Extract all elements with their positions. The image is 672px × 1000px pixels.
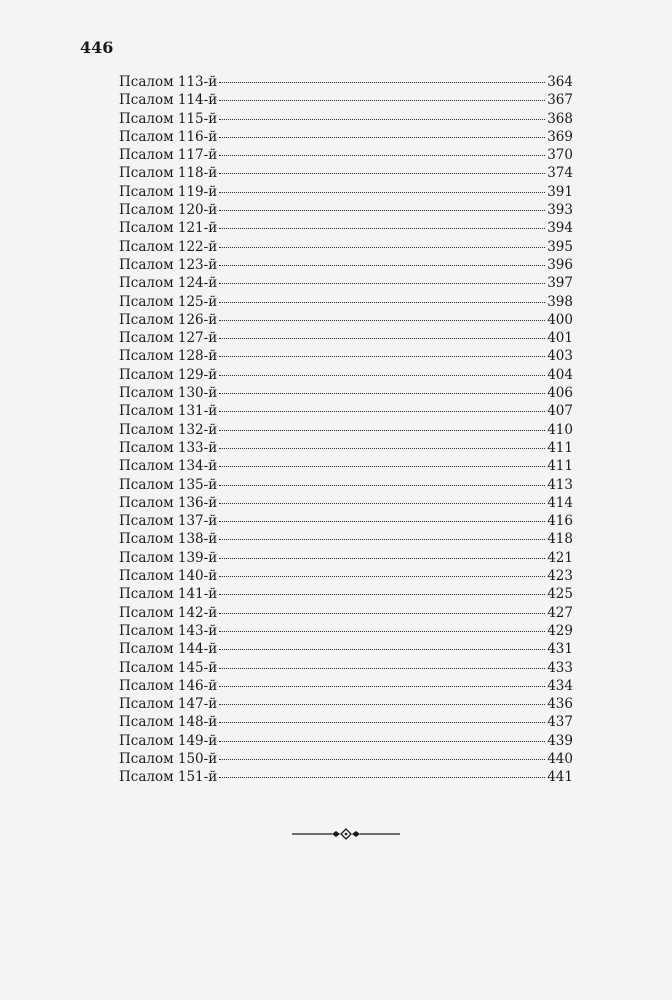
toc-entry-page: 411 xyxy=(547,458,573,475)
toc-entry xyxy=(119,476,573,494)
toc-entry-page: 364 xyxy=(547,74,573,90)
toc-entry xyxy=(119,604,573,622)
dot-leader xyxy=(219,228,545,229)
toc-entry xyxy=(119,110,573,128)
toc-entry-page: 441 xyxy=(547,769,573,786)
dot-leader xyxy=(219,448,545,449)
toc-entry-title: Псалом 117-й xyxy=(119,147,218,164)
dot-leader xyxy=(219,393,545,394)
toc-entry xyxy=(119,366,573,384)
dot-leader xyxy=(219,485,545,486)
toc-entry-title: Псалом 116-й xyxy=(119,128,218,145)
dot-leader xyxy=(219,503,545,504)
dot-leader xyxy=(219,741,545,742)
toc-entry-title: Псалом 133-й xyxy=(119,439,218,456)
toc-entry-page: 394 xyxy=(547,220,573,237)
dot-leader xyxy=(219,521,545,522)
dot-leader xyxy=(219,539,545,540)
toc-entry-title: Псалом 130-й xyxy=(119,385,218,402)
toc-entry-page: 397 xyxy=(547,275,573,292)
toc-entry-page: 429 xyxy=(547,622,573,639)
toc-entry-title: Псалом 135-й xyxy=(119,476,218,493)
diamond-divider-icon xyxy=(292,826,400,842)
toc-entry xyxy=(119,164,573,182)
toc-entry-page: 437 xyxy=(547,714,573,731)
toc-entry-page: 407 xyxy=(547,403,573,420)
dot-leader xyxy=(219,649,545,650)
toc-entry-title: Псалом 114-й xyxy=(119,92,218,109)
toc-entry-title: Псалом 149-й xyxy=(119,732,218,749)
toc-entry-page: 416 xyxy=(547,513,573,530)
toc-entry-page: 400 xyxy=(547,311,573,328)
toc-entry-page: 434 xyxy=(547,677,573,694)
toc-entry xyxy=(119,329,573,347)
toc-entry xyxy=(119,457,573,475)
toc-entry-title: Псалом 122-й xyxy=(119,238,218,255)
dot-leader xyxy=(219,192,545,193)
toc-entry-title: Псалом 131-й xyxy=(119,403,218,420)
toc-entry xyxy=(119,421,573,439)
dot-leader xyxy=(219,265,545,266)
toc-entry-title: Псалом 132-й xyxy=(119,421,218,438)
toc-entry-title: Псалом 128-й xyxy=(119,348,218,365)
toc-entry-page: 431 xyxy=(547,641,573,658)
dot-leader xyxy=(219,777,545,778)
toc-entry-title: Псалом 134-й xyxy=(119,458,218,475)
dot-leader xyxy=(219,613,545,614)
dot-leader xyxy=(219,411,545,412)
dot-leader xyxy=(219,302,545,303)
toc-entry-page: 423 xyxy=(547,568,573,585)
toc-entry-title: Псалом 121-й xyxy=(119,220,218,237)
toc-entry xyxy=(119,512,573,530)
dot-leader xyxy=(219,466,545,467)
toc-entry-page: 395 xyxy=(547,238,573,255)
dot-leader xyxy=(219,704,545,705)
toc-entry-title: Псалом 124-й xyxy=(119,275,218,292)
toc-entry-title: Псалом 140-й xyxy=(119,568,218,585)
dot-leader xyxy=(219,686,545,687)
toc-entry-title: Псалом 150-й xyxy=(119,750,218,767)
toc-entry xyxy=(119,732,573,750)
toc-entry xyxy=(119,695,573,713)
toc-entry-title: Псалом 119-й xyxy=(119,183,218,200)
toc-entry xyxy=(119,659,573,677)
dot-leader xyxy=(219,722,545,723)
toc-entry xyxy=(119,640,573,658)
toc-entry xyxy=(119,201,573,219)
toc-entry-page: 439 xyxy=(547,732,573,749)
dot-leader xyxy=(219,119,545,120)
toc-entry xyxy=(119,219,573,237)
toc-entry xyxy=(119,256,573,274)
toc-entry xyxy=(119,439,573,457)
toc-entry-page: 413 xyxy=(547,476,573,493)
toc-entry xyxy=(119,549,573,567)
toc-entry-page: 391 xyxy=(547,183,573,200)
dot-leader xyxy=(219,576,545,577)
dot-leader xyxy=(219,375,545,376)
dot-leader xyxy=(219,247,545,248)
toc-entry-page: 411 xyxy=(547,439,573,456)
toc-entry-page: 374 xyxy=(547,165,573,182)
toc-entry-page: 406 xyxy=(547,385,573,402)
dot-leader xyxy=(219,210,545,211)
toc-entry-title: Псалом 118-й xyxy=(119,165,218,182)
toc-entry-title: Псалом 136-й xyxy=(119,494,218,511)
toc-entry xyxy=(119,128,573,146)
dot-leader xyxy=(219,430,545,431)
toc-entry-page: 414 xyxy=(547,494,573,511)
toc-entry xyxy=(119,713,573,731)
toc-entry-title: Псалом 129-й xyxy=(119,366,218,383)
toc-entry-title: Псалом 144-й xyxy=(119,641,218,658)
toc-entry-title: Псалом 125-й xyxy=(119,293,218,310)
dot-leader xyxy=(219,338,545,339)
toc-entry-page: 396 xyxy=(547,256,573,273)
dot-leader xyxy=(219,668,545,669)
dot-leader xyxy=(219,100,545,101)
toc-entry xyxy=(119,347,573,365)
toc-entry xyxy=(119,585,573,603)
dot-leader xyxy=(219,173,545,174)
toc-entry-page: 368 xyxy=(547,110,573,127)
toc-entry xyxy=(119,238,573,256)
dot-leader xyxy=(219,594,545,595)
toc-entry xyxy=(119,402,573,420)
toc-entry-title: Псалом 126-й xyxy=(119,311,218,328)
toc-entry xyxy=(119,183,573,201)
toc-entry-title: Псалом 137-й xyxy=(119,513,218,530)
dot-leader xyxy=(219,356,545,357)
toc-entry-page: 370 xyxy=(547,147,573,164)
toc-entry-title: Псалом 115-й xyxy=(119,110,218,127)
toc-entry xyxy=(119,622,573,640)
toc-entry xyxy=(119,750,573,768)
toc-entry-page: 369 xyxy=(547,128,573,145)
toc-entry-title: Псалом 145-й xyxy=(119,659,218,676)
dot-leader xyxy=(219,759,545,760)
toc-entry xyxy=(119,91,573,109)
toc-entry-page: 403 xyxy=(547,348,573,365)
toc-entry xyxy=(119,530,573,548)
toc-entry-title: Псалом 138-й xyxy=(119,531,218,548)
toc-entry-page: 410 xyxy=(547,421,573,438)
toc-entry xyxy=(119,293,573,311)
toc-entry-page: 404 xyxy=(547,366,573,383)
toc-entry xyxy=(119,494,573,512)
toc-entry xyxy=(119,146,573,164)
dot-leader xyxy=(219,283,545,284)
toc-entry xyxy=(119,677,573,695)
toc-entry-title: Псалом 141-й xyxy=(119,586,218,603)
toc-entry-page: 401 xyxy=(547,330,573,347)
table-of-contents xyxy=(119,73,573,787)
toc-entry-page: 427 xyxy=(547,604,573,621)
toc-entry-title: Псалом 120-й xyxy=(119,202,218,219)
toc-entry-title: Псалом 143-й xyxy=(119,622,218,639)
toc-entry xyxy=(119,311,573,329)
toc-entry xyxy=(119,768,573,786)
toc-entry xyxy=(119,274,573,292)
toc-entry xyxy=(119,73,573,91)
toc-entry-title: Псалом 147-й xyxy=(119,696,218,713)
toc-entry-title: Псалом 139-й xyxy=(119,549,218,566)
toc-entry-title: Псалом 113-й xyxy=(119,74,218,90)
toc-entry xyxy=(119,567,573,585)
toc-entry-page: 367 xyxy=(547,92,573,109)
page-number: 446 xyxy=(80,38,114,57)
toc-entry-page: 418 xyxy=(547,531,573,548)
toc-entry xyxy=(119,384,573,402)
toc-entry-page: 421 xyxy=(547,549,573,566)
toc-entry-page: 425 xyxy=(547,586,573,603)
toc-entry-title: Псалом 142-й xyxy=(119,604,218,621)
dot-leader xyxy=(219,82,545,83)
toc-entry-page: 393 xyxy=(547,202,573,219)
toc-entry-title: Псалом 146-й xyxy=(119,677,218,694)
toc-entry-title: Псалом 127-й xyxy=(119,330,218,347)
dot-leader xyxy=(219,320,545,321)
toc-entry-page: 398 xyxy=(547,293,573,310)
toc-entry-page: 436 xyxy=(547,696,573,713)
dot-leader xyxy=(219,558,545,559)
toc-entry-title: Псалом 151-й xyxy=(119,769,218,786)
dot-leader xyxy=(219,137,545,138)
toc-entry-page: 433 xyxy=(547,659,573,676)
dot-leader xyxy=(219,631,545,632)
dot-leader xyxy=(219,155,545,156)
toc-entry-page: 440 xyxy=(547,750,573,767)
toc-entry-title: Псалом 148-й xyxy=(119,714,218,731)
toc-entry-title: Псалом 123-й xyxy=(119,256,218,273)
